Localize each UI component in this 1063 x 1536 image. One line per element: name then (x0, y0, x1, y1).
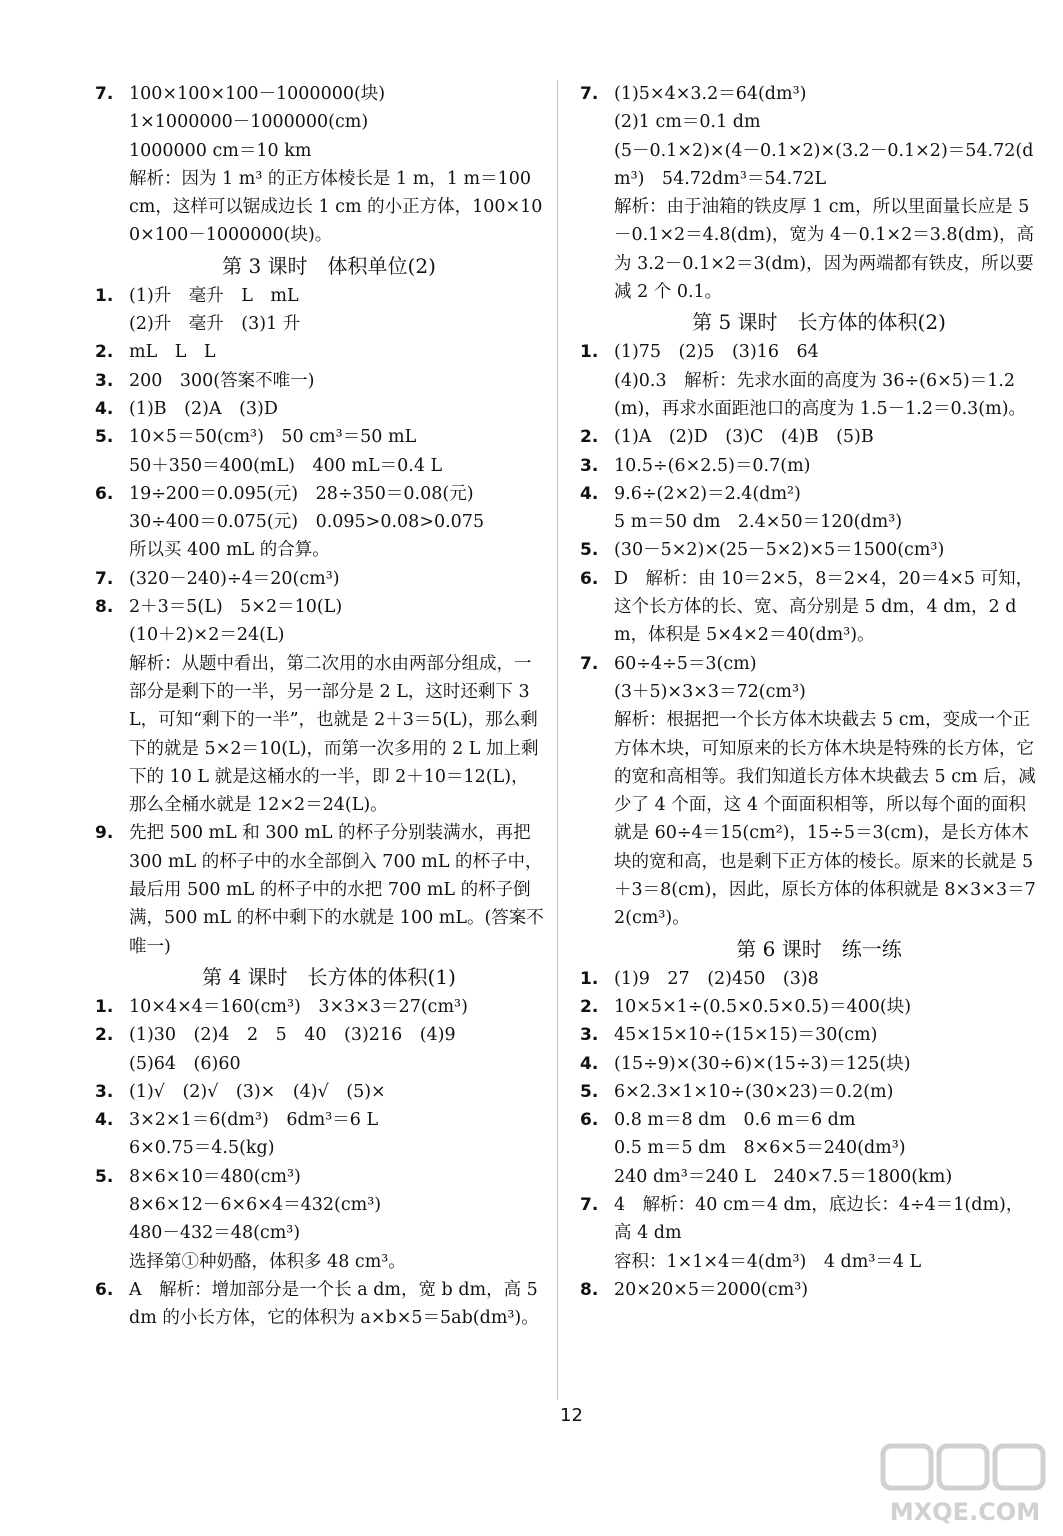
item-text: 19÷200＝0.095(元) 28÷350＝0.08(元) 30÷400＝0.075(元) 0.095>0.08>0.075 所以买 400 mL 的合算。 (129, 483, 485, 561)
item-text: 先把 500 mL 和 300 mL 的杯子分别装满水，再把 300 mL 的杯子中的水全部倒入 700 mL 的杯子中，最后用 500 mL 的杯子中的水把 700 mL 的杯子倒满，500 mL 的杯中剩下的水就是 100 mL。(答案不唯一) (129, 823, 544, 957)
item-number: 4. (95, 398, 114, 419)
item-text: (15÷9)×(30÷6)×(15÷3)＝125(块) (614, 1053, 911, 1074)
answer-item (95, 80, 545, 250)
answer-item (580, 452, 1040, 480)
item-number: 1. (95, 996, 114, 1017)
item-text: 2＋3＝5(L) 5×2＝10(L) (10＋2)×2＝24(L) 解析：从题中看出，第二次用的水由两部分组成，一部分是剩下的一半，另一部分是 2 L，这时还剩下 3 L，可知“剩下的一半”，也就是 2＋3＝5(L)，那么剩下的就是 5×2＝10(L)，而第一次多用的 2 L 加上剩下的 10 L 就是这桶水的一半，即 2＋10＝12(L)，那么全桶水就是 12×2＝24(L)。 (129, 597, 539, 816)
item-number: 3. (95, 1081, 114, 1102)
item-text: 45×15×10÷(15×15)＝30(cm) (614, 1025, 878, 1046)
item-number: 8. (95, 597, 114, 618)
item-text: D 解析：由 10＝2×5，8＝2×4，20＝4×5 可知，这个长方体的长、宽、高分别是 5 dm，4 dm，2 dm，体积是 5×4×2＝40(dm³)。 (614, 568, 1034, 646)
item-text: A 解析：增加部分是一个长 a dm，宽 b dm，高 5 dm 的小长方体，它的体积为 a×b×5＝5ab(dm³)。 (129, 1279, 544, 1329)
item-text: 4 解析：40 cm＝4 dm，底边长：4÷4＝1(dm)，高 4 dm 容积：1×1×4＝4(dm³) 4 dm³＝4 L (614, 1194, 1024, 1272)
section-title: 第 4 课时 长方体的体积(1) (202, 964, 456, 989)
item-number: 6. (580, 1110, 599, 1131)
watermark-logo (875, 1440, 1055, 1530)
answer-item (580, 338, 1040, 423)
item-number: 7. (580, 1194, 599, 1215)
answer-item (580, 1106, 1040, 1191)
item-number: 5. (580, 540, 599, 561)
answer-item (580, 965, 1040, 993)
item-text: (1)B (2)A (3)D (129, 398, 278, 419)
item-number: 6. (580, 568, 599, 589)
item-text: 60÷4÷5＝3(cm) (3＋5)×3×3＝72(cm³) 解析：根据把一个长方体木块截去 5 cm，变成一个正方体木块，可知原来的长方体木块是特殊的长方体，它的宽和高相等。我们知道长方体木块截去 5 cm 后，减少了 4 个面，这 4 个面面积相等，所以每个面的面积就是 60÷4＝15(cm²)，15÷5＝3(cm)，是长方体木块的宽和高，也是剩下正方体的棱长。原来的长就是 5＋3＝8(cm)，因此，原长方体的体积就是 8×3×3＝72(cm³)。 (614, 653, 1036, 929)
item-text: (320－240)÷4＝20(cm³) (129, 568, 340, 589)
item-number: 8. (580, 1279, 599, 1300)
answer-item (95, 819, 545, 960)
answer-item (95, 1078, 545, 1106)
column-divider (557, 80, 558, 1400)
item-number: 2. (95, 1025, 114, 1046)
answer-item (580, 1191, 1040, 1276)
item-number: 7. (95, 84, 114, 104)
item-text: 10×5×1÷(0.5×0.5×0.5)＝400(块) (614, 996, 912, 1017)
item-text: (1)75 (2)5 (3)16 64 (4)0.3 解析：先求水面的高度为 36÷(6×5)＝1.2(m)，再求水面距池口的高度为 1.5－1.2＝0.3(m)。 (614, 342, 1027, 419)
answer-item (95, 423, 545, 480)
item-text: mL L L (129, 342, 216, 363)
right-column (580, 80, 1040, 1304)
item-text: 200 300(答案不唯一) (129, 370, 315, 391)
item-text: (1)升 毫升 L mL (2)升 毫升 (3)1 升 (129, 285, 301, 335)
svg-text:MXQE.COM: MXQE.COM (889, 1498, 1041, 1526)
answer-item (580, 1276, 1040, 1304)
answer-item (580, 1050, 1040, 1078)
answer-item (580, 536, 1040, 564)
left-column (95, 80, 545, 1332)
answer-item (580, 565, 1040, 650)
item-number: 7. (580, 84, 599, 104)
answer-item (95, 565, 545, 593)
answer-item (95, 1276, 545, 1333)
section-title: 第 6 课时 练一练 (736, 936, 902, 961)
answer-item (580, 423, 1040, 451)
answer-item (580, 80, 1040, 306)
item-number: 7. (580, 653, 599, 674)
answer-item (95, 395, 545, 423)
section-title: 第 5 课时 长方体的体积(2) (692, 310, 946, 335)
answer-item (580, 1078, 1040, 1106)
item-text: (1)√ (2)√ (3)× (4)√ (5)× (129, 1081, 386, 1102)
item-number: 3. (580, 1025, 599, 1046)
answer-item (95, 1106, 545, 1163)
item-text: 9.6÷(2×2)＝2.4(dm²) 5 m＝50 dm 2.4×50＝120(dm³) (614, 483, 903, 533)
item-number: 1. (580, 342, 599, 363)
item-number: 4. (580, 483, 599, 504)
section-title: 第 3 课时 体积单位(2) (222, 253, 436, 278)
item-number: 9. (95, 823, 114, 844)
answer-item (580, 1021, 1040, 1049)
answer-item (95, 593, 545, 819)
page-number: 12 (560, 1405, 583, 1426)
answer-item (580, 650, 1040, 933)
item-text: 10.5÷(6×2.5)＝0.7(m) (614, 455, 811, 476)
item-number: 4. (580, 1053, 599, 1074)
item-number: 2. (580, 996, 599, 1017)
item-text: (1)A (2)D (3)C (4)B (5)B (614, 427, 874, 448)
item-number: 1. (95, 285, 114, 306)
item-number: 3. (95, 370, 114, 391)
answer-item (95, 367, 545, 395)
item-text: 0.8 m＝8 dm 0.6 m＝6 dm 0.5 m＝5 dm 8×6×5＝240(dm³) 240 dm³＝240 L 240×7.5＝1800(km) (614, 1110, 953, 1187)
answer-item (95, 338, 545, 366)
item-text: 100×100×100－1000000(块) 1×1000000－1000000(cm) 1000000 cm＝10 km 解析：因为 1 m³ 的正方体棱长是 1 m，1 m＝100 cm，这样可以锯成边长 1 cm 的小正方体，100×100×100－1000000(块)。 (129, 84, 543, 246)
answer-item (95, 1021, 545, 1078)
item-text: 20×20×5＝2000(cm³) (614, 1279, 809, 1300)
item-number: 1. (580, 968, 599, 989)
answer-item (580, 480, 1040, 537)
item-number: 4. (95, 1110, 114, 1131)
answer-item (580, 993, 1040, 1021)
answer-item (95, 480, 545, 565)
item-number: 5. (95, 427, 114, 448)
answer-item (95, 993, 545, 1021)
item-number: 5. (580, 1081, 599, 1102)
item-text: (1)30 (2)4 2 5 40 (3)216 (4)9 (5)64 (6)60 (129, 1025, 456, 1074)
item-number: 7. (95, 568, 114, 589)
item-number: 3. (580, 455, 599, 476)
item-text: (1)9 27 (2)450 (3)8 (614, 968, 819, 989)
item-number: 5. (95, 1166, 114, 1187)
item-text: 3×2×1＝6(dm³) 6dm³＝6 L 6×0.75＝4.5(kg) (129, 1110, 379, 1159)
answer-item (95, 1163, 545, 1276)
item-text: (30－5×2)×(25－5×2)×5＝1500(cm³) (614, 540, 945, 561)
item-text: 10×4×4＝160(cm³) 3×3×3＝27(cm³) (129, 996, 468, 1017)
item-number: 6. (95, 483, 114, 504)
item-number: 6. (95, 1279, 114, 1300)
item-text: 10×5＝50(cm³) 50 cm³＝50 mL 50＋350＝400(mL) 400 mL＝0.4 L (129, 427, 443, 476)
answer-item (95, 282, 545, 339)
item-number: 2. (95, 342, 114, 363)
item-text: 6×2.3×1×10÷(30×23)＝0.2(m) (614, 1081, 894, 1102)
item-text: 8×6×10＝480(cm³) 8×6×12－6×6×4＝432(cm³) 480－432＝48(cm³) 选择第①种奶酪，体积多 48 cm³。 (129, 1166, 406, 1272)
item-text: (1)5×4×3.2＝64(dm³) (2)1 cm＝0.1 dm (5－0.1×2)×(4－0.1×2)×(3.2－0.1×2)＝54.72(dm³) 54.72dm³＝54.72L 解析：由于油箱的铁皮厚 1 cm，所以里面量长应是 5－0.1×2＝4.8(dm)，宽为 4－0.1×2＝3.8(dm)，高为 3.2－0.1×2＝3(dm)，因为两端都有铁皮，所以要减 2 个 0.1。 (614, 84, 1035, 303)
item-number: 2. (580, 427, 599, 448)
